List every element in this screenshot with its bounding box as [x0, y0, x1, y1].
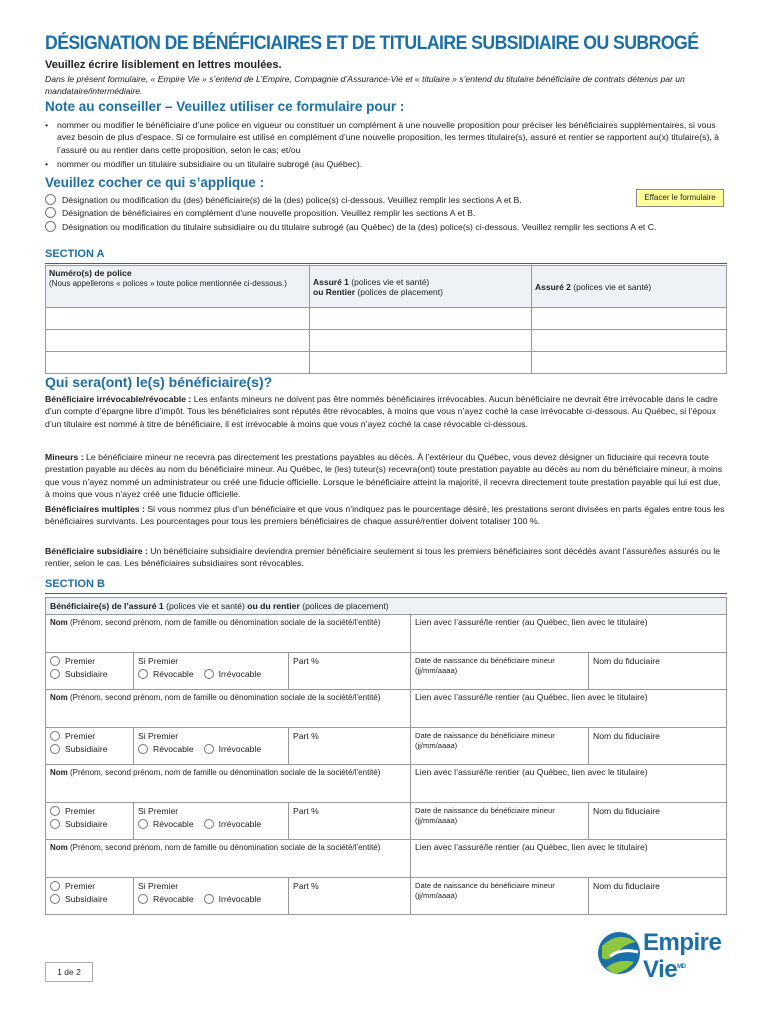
name-label: Nom: [50, 843, 68, 852]
revocable-option[interactable]: [138, 819, 194, 829]
subsidiary-text: Un bénéficiaire subsidiaire deviendra premier bénéficiaire seulement si tous les premiers bénéficiaires sont décédés avant l’assuré/les assurés ou le rentier, selon le cas. Les bénéficiaires subsidiaires sont révocables.: [45, 546, 721, 569]
annuitant-note: (polices de placement): [357, 286, 443, 297]
minor-dob-field[interactable]: [411, 728, 589, 764]
premier-label: Premier: [65, 656, 96, 666]
share-label: Part %: [293, 656, 319, 666]
irrevocable-label: Irrévocable: [218, 894, 262, 904]
advisor-note-list: [45, 119, 725, 173]
revocable-option[interactable]: [138, 669, 194, 679]
check-heading: Veuillez cocher ce qui s’applique :: [45, 175, 265, 190]
beneficiary-name-field[interactable]: [46, 615, 411, 652]
dob-label: Date de naissance du bénéficiaire mineur: [415, 806, 555, 815]
irrevocable-option[interactable]: [204, 894, 262, 904]
irrevocable-option[interactable]: [204, 744, 262, 754]
si-premier-label: Si Premier: [138, 731, 179, 741]
beneficiary-block: [46, 765, 726, 840]
beneficiary-table: [45, 597, 727, 915]
subsidiaire-radio[interactable]: [50, 669, 60, 679]
irrevocable-radio[interactable]: [204, 744, 214, 754]
minors-text: Le bénéficiaire mineur ne recevra pas directement les prestations payables au décès. À l’extérieur du Québec, vous devez désigner un fiduciaire qui recevra toute prestation payable au décès au nom du bénéficiaire mineur. Au Québec, le (les) tuteur(s) recevra(ont) toute prestation payable au décès au nom du bénéficiaire mineur, à moins que vous n’ayez nommé un administrateur ou créé une fiducie officielle. Lorsque le bénéficiaire atteint la majorité, il recevra directement toute prestation payable qui lui est due, à moins que vous n’ayez créé une fiducie officielle.: [45, 452, 723, 499]
premier-radio[interactable]: [50, 731, 60, 741]
option-radio[interactable]: [45, 221, 56, 232]
subsidiaire-radio[interactable]: [50, 894, 60, 904]
beneficiary-block: [46, 690, 726, 765]
relationship-field[interactable]: Lien avec l’assuré/le rentier (au Québec, lien avec le titulaire): [415, 767, 648, 777]
name-note: (Prénom, second prénom, nom de famille ou dénomination sociale de la société/l’entité): [70, 768, 381, 777]
revocable-option[interactable]: [138, 744, 194, 754]
policy-number-header: Numéro(s) de police: [49, 268, 132, 278]
premier-option[interactable]: [50, 881, 129, 891]
irrevocable-radio[interactable]: [204, 894, 214, 904]
advisor-note-heading: Note au conseiller – Veuillez utiliser ce formulaire pour :: [45, 99, 405, 114]
name-note: (Prénom, second prénom, nom de famille ou dénomination sociale de la société/l’entité): [70, 693, 381, 702]
revocable-label: Révocable: [153, 669, 194, 679]
insured1-beneficiaries-label: Bénéficiaire(s) de l’assuré 1: [50, 601, 164, 611]
clear-form-button[interactable]: Effacer le formulaire: [636, 189, 724, 207]
subsidiaire-radio[interactable]: [50, 819, 60, 829]
relationship-field[interactable]: Lien avec l’assuré/le rentier (au Québec, lien avec le titulaire): [415, 842, 648, 852]
multiple-label: Bénéficiaires multiples :: [45, 504, 145, 514]
insured2-input[interactable]: [532, 330, 727, 352]
subsidiaire-option[interactable]: [50, 819, 129, 829]
revocable-radio[interactable]: [138, 819, 148, 829]
beneficiary-name-field[interactable]: [46, 840, 411, 877]
premier-radio[interactable]: [50, 806, 60, 816]
relationship-field[interactable]: Lien avec l’assuré/le rentier (au Québec, lien avec le titulaire): [415, 617, 648, 627]
subsidiaire-option[interactable]: [50, 669, 129, 679]
annuitant-beneficiaries-label: ou du rentier: [247, 601, 300, 611]
section-a-rule: [45, 263, 727, 264]
minors-label: Mineurs :: [45, 452, 84, 462]
logo-line2: Vie: [643, 956, 678, 983]
policy-number-input[interactable]: [46, 352, 310, 374]
dob-label: Date de naissance du bénéficiaire mineur: [415, 656, 555, 665]
revocable-label: Révocable: [153, 744, 194, 754]
revocable-radio[interactable]: [138, 744, 148, 754]
insured1-input[interactable]: [310, 352, 532, 374]
multiple-text: Si vous nommez plus d’un bénéficiaire et que vous n’indiquez pas le pourcentage désiré, les prestations seront divisées en parts égales entre tous les bénéficiaires survivants. Les pourcentages pour tous les premiers bénéficiaires de chaque assuré/rentier doivent totaliser 100 %.: [45, 504, 725, 527]
beneficiary-block: [46, 840, 726, 914]
section-b-rule: [45, 593, 727, 594]
premier-option[interactable]: [50, 806, 129, 816]
beneficiary-block: [46, 615, 726, 690]
option-radio[interactable]: [45, 207, 56, 218]
subsidiaire-label: Subsidiaire: [65, 669, 108, 679]
premier-label: Premier: [65, 881, 96, 891]
dob-format: (jj/mm/aaaa): [415, 816, 458, 825]
si-premier-label: Si Premier: [138, 806, 179, 816]
policy-number-input[interactable]: [46, 330, 310, 352]
beneficiary-name-field[interactable]: [46, 765, 411, 802]
dob-format: (jj/mm/aaaa): [415, 741, 458, 750]
irrevocable-paragraph: [45, 393, 727, 430]
subsidiary-label: Bénéficiaire subsidiaire :: [45, 546, 148, 556]
minor-dob-field[interactable]: [411, 653, 589, 689]
share-label: Part %: [293, 881, 319, 891]
subsidiaire-option[interactable]: [50, 744, 129, 754]
revocable-label: Révocable: [153, 894, 194, 904]
subsidiaire-label: Subsidiaire: [65, 819, 108, 829]
policy-table: [45, 265, 727, 374]
irrevocable-option[interactable]: [204, 669, 262, 679]
si-premier-label: Si Premier: [138, 656, 179, 666]
irrevocable-text: Les enfants mineurs ne doivent pas être nommés bénéficiaires irrévocables. Aucun bénéficiaire ne devrait être irrévocable dans le cadre d’un compte d’épargne libre d’impôt. Tous les bénéficiaires sont réputés être révocables, à moins que vous n’ayez coché la case irrévocable ci-dessous. Au Québec, si l’époux d’un titulaire est nommé à titre de bénéficiaire, il est irrévocable à moins que vous n’ayez coché la case révocable ci-dessous.: [45, 394, 718, 429]
minor-dob-field[interactable]: [411, 878, 589, 914]
share-percent-field[interactable]: [289, 803, 411, 839]
trustee-field[interactable]: Nom du fiduciaire: [593, 731, 660, 741]
beneficiary-table-header: [46, 598, 726, 615]
trustee-field[interactable]: Nom du fiduciaire: [593, 656, 660, 666]
advisor-note-item: • nommer ou modifier un titulaire subsidiaire ou un titulaire subrogé (au Québec).: [45, 158, 725, 170]
insured2-note: (polices vie et santé): [573, 281, 652, 292]
irrevocable-label: Bénéficiaire irrévocable/révocable :: [45, 394, 192, 404]
revocable-radio[interactable]: [138, 894, 148, 904]
dob-label: Date de naissance du bénéficiaire mineur: [415, 881, 555, 890]
premier-radio[interactable]: [50, 881, 60, 891]
share-label: Part %: [293, 731, 319, 741]
share-label: Part %: [293, 806, 319, 816]
option-beneficiary-change[interactable]: Désignation ou modification du (des) bénéficiaire(s) de la (des) police(s) ci-dessous. Veuillez remplir les sections A et B.: [45, 194, 635, 206]
irrevocable-label: Irrévocable: [218, 744, 262, 754]
page-number: 1 de 2: [45, 962, 93, 982]
intro-text: Dans le présent formulaire, « Empire Vie » s’entend de L’Empire, Compagnie d’Assurance-Vie et « titulaire » s’entend du titulaire bénéficiaire de contrats détenus par un mandataire/intermédiaire.: [45, 74, 685, 96]
irrevocable-radio[interactable]: [204, 669, 214, 679]
premier-label: Premier: [65, 731, 96, 741]
logo-tm: MD: [677, 964, 686, 970]
premier-option[interactable]: [50, 731, 129, 741]
premier-label: Premier: [65, 806, 96, 816]
form-title: DÉSIGNATION DE BÉNÉFICIAIRES ET DE TITULAIRE SUBSIDIAIRE OU SUBROGÉ: [45, 33, 699, 54]
premier-option[interactable]: [50, 656, 129, 666]
minors-paragraph: [45, 451, 727, 500]
policy-row: [46, 330, 727, 352]
name-label: Nom: [50, 693, 68, 702]
beneficiary-name-field[interactable]: [46, 690, 411, 727]
minor-dob-field[interactable]: [411, 803, 589, 839]
insured2-input[interactable]: [532, 352, 727, 374]
insured1-beneficiaries-note: (polices vie et santé): [166, 601, 245, 611]
premier-radio[interactable]: [50, 656, 60, 666]
policy-number-note: (Nous appellerons « polices » toute police mentionnée ci-dessous.): [49, 279, 287, 288]
insured1-input[interactable]: [310, 308, 532, 330]
policy-row: [46, 352, 727, 374]
trustee-field[interactable]: Nom du fiduciaire: [593, 881, 660, 891]
annuitant-beneficiaries-note: (polices de placement): [302, 601, 389, 611]
logo-wordmark: [643, 930, 721, 982]
annuitant-header: ou Rentier: [313, 286, 356, 297]
option-radio[interactable]: [45, 194, 56, 205]
name-note: (Prénom, second prénom, nom de famille ou dénomination sociale de la société/l’entité): [70, 843, 381, 852]
section-a-label: SECTION A: [45, 248, 105, 260]
share-percent-field[interactable]: [289, 878, 411, 914]
share-percent-field[interactable]: [289, 728, 411, 764]
insured1-input[interactable]: [310, 330, 532, 352]
irrevocable-radio[interactable]: [204, 819, 214, 829]
option-new-proposal[interactable]: Désignation de bénéficiaires en complément d’une nouvelle proposition. Veuillez remplir les sections A et B.: [45, 207, 725, 219]
policy-row: [46, 308, 727, 330]
option-subsidiary-owner[interactable]: Désignation ou modification du titulaire subsidiaire ou du titulaire subrogé (au Québec) de la (des) police(s) ci-dessous. Veuillez remplir les sections A et C.: [45, 221, 725, 233]
print-instruction: Veuillez écrire lisiblement en lettres moulées.: [45, 59, 282, 71]
logo-line1: Empire: [643, 929, 722, 956]
name-label: Nom: [50, 618, 68, 627]
irrevocable-option[interactable]: [204, 819, 262, 829]
insured2-header: Assuré 2: [535, 281, 571, 292]
dob-format: (jj/mm/aaaa): [415, 666, 458, 675]
subsidiaire-option[interactable]: [50, 894, 129, 904]
relationship-field[interactable]: Lien avec l’assuré/le rentier (au Québec, lien avec le titulaire): [415, 692, 648, 702]
section-b-label: SECTION B: [45, 578, 105, 590]
insured2-input[interactable]: [532, 308, 727, 330]
share-percent-field[interactable]: [289, 653, 411, 689]
subsidiaire-label: Subsidiaire: [65, 894, 108, 904]
policy-number-input[interactable]: [46, 308, 310, 330]
irrevocable-label: Irrévocable: [218, 669, 262, 679]
logo-mark-icon: [596, 928, 642, 978]
empire-vie-logo: [596, 928, 736, 984]
name-label: Nom: [50, 768, 68, 777]
name-note: (Prénom, second prénom, nom de famille ou dénomination sociale de la société/l’entité): [70, 618, 381, 627]
dob-format: (jj/mm/aaaa): [415, 891, 458, 900]
irrevocable-label: Irrévocable: [218, 819, 262, 829]
revocable-option[interactable]: [138, 894, 194, 904]
insured1-header: Assuré 1: [313, 276, 349, 287]
multiple-paragraph: [45, 503, 727, 528]
revocable-radio[interactable]: [138, 669, 148, 679]
dob-label: Date de naissance du bénéficiaire mineur: [415, 731, 555, 740]
si-premier-label: Si Premier: [138, 881, 179, 891]
revocable-label: Révocable: [153, 819, 194, 829]
beneficiaries-heading: Qui sera(ont) le(s) bénéficiaire(s)?: [45, 374, 273, 390]
advisor-note-item: • nommer ou modifier le bénéficiaire d’une police en vigueur ou constituer un complément à une nouvelle proposition pour préciser les bénéficiaires supplémentaires, si vous avez besoin de plus d’espace. Si ce formulaire est utilisé en complément d’une nouvelle proposition, les termes titulaire(s), assuré et rentier se rapportent au(x) titulaire(s), à l’assuré ou au rentier dans cette proposition, selon le cas; et/ou: [45, 119, 725, 156]
subsidiary-paragraph: [45, 545, 727, 570]
subsidiaire-radio[interactable]: [50, 744, 60, 754]
insured1-note: (polices vie et santé): [351, 276, 430, 287]
subsidiaire-label: Subsidiaire: [65, 744, 108, 754]
trustee-field[interactable]: Nom du fiduciaire: [593, 806, 660, 816]
